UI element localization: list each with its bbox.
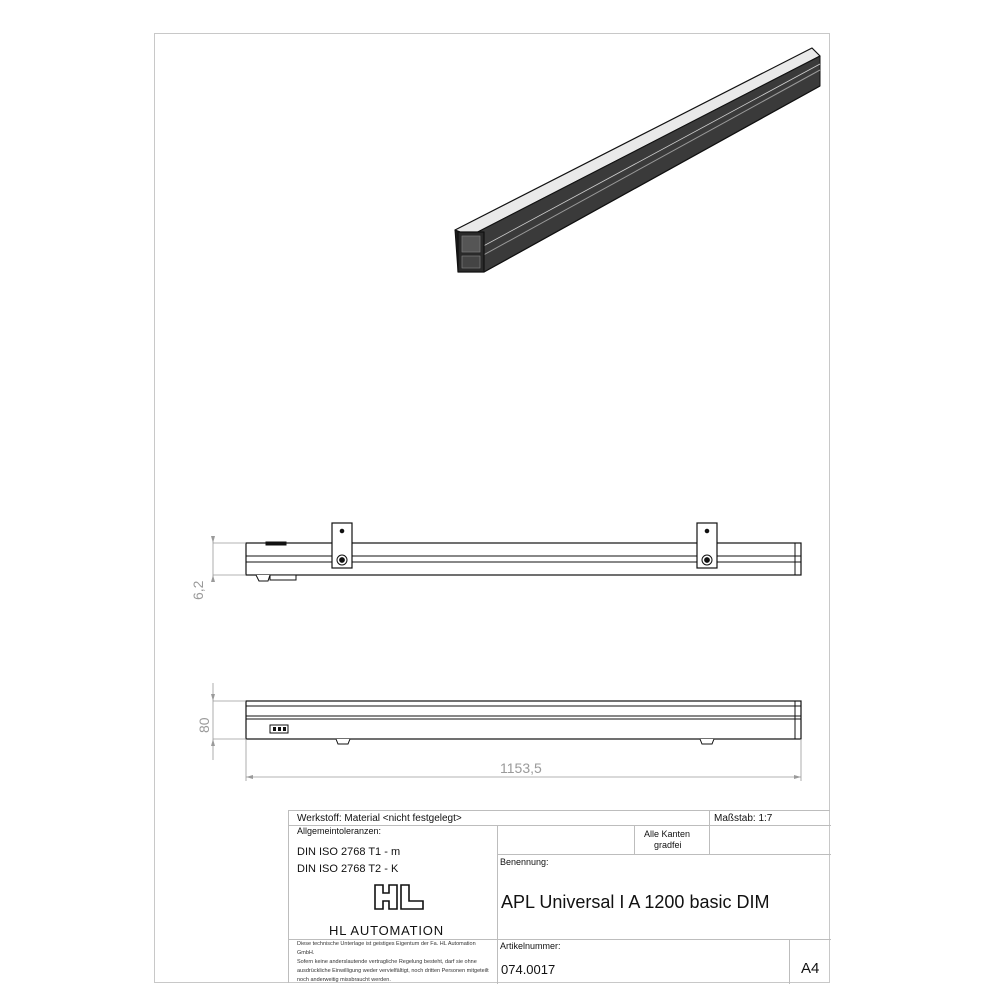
tolerance-1: DIN ISO 2768 T1 - m <box>297 846 401 858</box>
legal-line-5: noch anderweitig missbraucht werden. <box>297 977 391 983</box>
title-block <box>288 810 830 983</box>
side-view <box>211 523 801 582</box>
article-number-label: Artikelnummer: <box>500 941 561 951</box>
company-name: HL AUTOMATION <box>329 923 444 938</box>
designation-label: Benennung: <box>500 857 549 867</box>
dimension-side-height: 6,2 <box>190 580 206 600</box>
company-logo-icon <box>373 883 425 917</box>
legal-line-4: ausdrückliche Einwilligung weder vervielfältigt, noch dritten Personen mitgeteilt <box>297 968 489 974</box>
dimension-front-height: 80 <box>196 717 212 733</box>
sheet-format: A4 <box>801 960 820 977</box>
designation-title: APL Universal I A 1200 basic DIM <box>501 892 770 912</box>
edges-line-1: Alle Kanten <box>644 829 691 839</box>
isometric-view <box>455 48 820 272</box>
legal-line-3: Sofern keine anderslautende vertragliche Regelung besteht, darf sie ohne <box>297 959 477 965</box>
scale-label: Maßstab: 1:7 <box>714 813 773 824</box>
tolerance-2: DIN ISO 2768 T2 - K <box>297 863 399 875</box>
tolerances-label: Allgemeintoleranzen: <box>297 826 382 836</box>
dimension-total-length: 1153,5 <box>500 760 542 776</box>
legal-line-2: GmbH. <box>297 950 315 956</box>
article-number: 074.0017 <box>501 962 556 977</box>
edges-line-2: gradfei <box>654 840 682 850</box>
material-label: Werkstoff: Material <nicht festgelegt> <box>297 813 462 824</box>
legal-line-1: Diese technische Unterlage ist geistiges Eigentum der Fa. HL Automation <box>297 941 476 947</box>
